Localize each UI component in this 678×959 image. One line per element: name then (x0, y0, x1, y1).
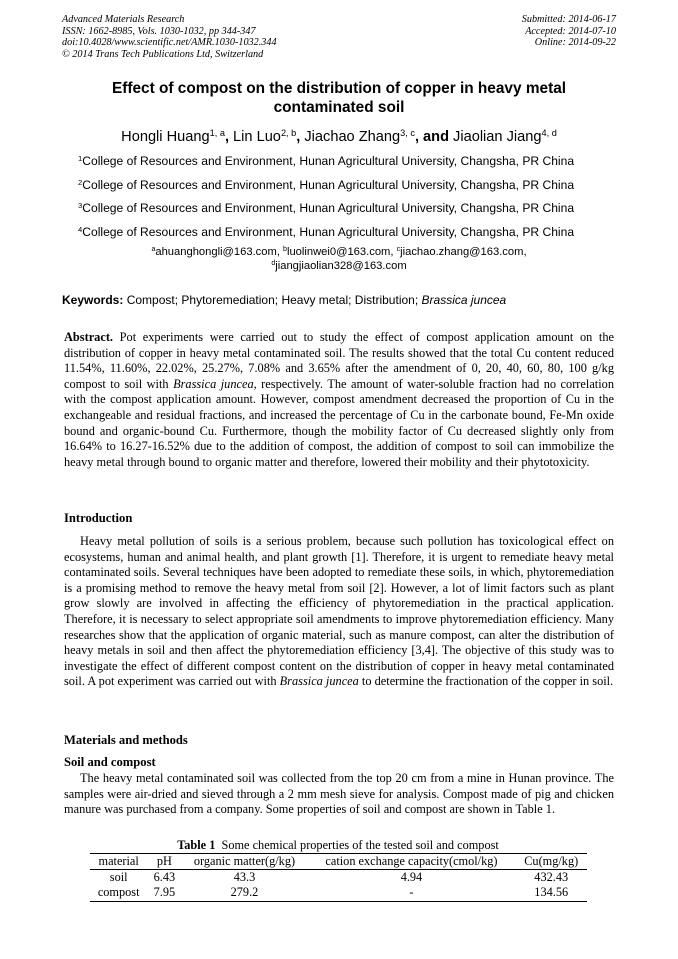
email-sup: b (283, 246, 287, 254)
keywords-text: Compost; Phytoremediation; Heavy metal; Distribution; (126, 293, 419, 307)
publication-dates (522, 14, 616, 49)
table-row (90, 885, 587, 901)
email-address: ahuanghongli@163.com (155, 246, 277, 258)
email-sep: , (276, 246, 284, 258)
paper-title (62, 80, 616, 117)
author-sup: 1, a (209, 127, 225, 138)
table-1 (88, 838, 588, 902)
author-sep: , (296, 129, 305, 145)
email-sup: c (396, 246, 401, 254)
keywords-label: Keywords: (62, 293, 124, 307)
affiliation-sup: 1 (78, 153, 83, 163)
table-cell: 134.56 (515, 885, 587, 901)
author-name: Hongli Huang (121, 129, 210, 145)
submitted-date: Submitted: 2014-06-17 (521, 14, 616, 25)
email-sep: , (523, 246, 527, 258)
table-caption-label: Table 1 (177, 838, 216, 852)
author-sup: 4, d (541, 127, 557, 138)
table-cell: - (308, 885, 516, 901)
issn-line: ISSN: 1662-8985, Vols. 1030-1032, pp 344-347 (62, 25, 256, 37)
author-list (62, 128, 616, 146)
abstract-paragraph (64, 330, 614, 470)
email-line (62, 259, 616, 273)
email-address: jiangjiaolian328@163.com (275, 260, 407, 272)
table-row (90, 870, 587, 886)
author-emails (62, 245, 616, 273)
intro-text: Heavy metal pollution of soils is a serious problem, because such pollution has toxicological effect on ecosystems, human and animal health, and plant growth [1]. Therefore, it is urgent to remediate heavy metal contaminated soils. Several techniques have been adopted to remediate these soils, in which, phytoremediation is a promising method to remove the heavy metal from soil [2]. However, a lot of limit factors such as plant grow slowly are involved in affecting the efficiency of phytoremediation in the practical application. Therefore, it is necessary to select appropriate soil amendments to improve phytoremediation efficiency. Many researches show that the application of organic material, such as manure compost, can alter the distribution of heavy metals in soil and then affect the phytoremediation efficiency [3,4]. The objective of this study was to investigate the effect of different compost content on the distribution of copper in heavy metal contaminated soil. A pot experiment was carried out with (64, 534, 614, 689)
email-sup: a (151, 246, 156, 254)
title-line: contaminated soil (273, 98, 405, 116)
table-header-cell: cation exchange capacity(cmol/kg) (308, 854, 516, 870)
journal-name: Advanced Materials Research (62, 14, 185, 25)
section-heading-materials-methods: Materials and methods (64, 733, 188, 747)
intro-species: Brassica juncea (279, 674, 359, 689)
intro-text: to determine the fractionation of the copper in soil. (358, 674, 614, 689)
table-caption (88, 838, 588, 853)
publication-info (62, 14, 277, 60)
properties-table (90, 853, 587, 902)
table-header-cell: Cu(mg/kg) (515, 854, 587, 870)
affiliation-item (78, 154, 618, 168)
table-header-cell: organic matter(g/kg) (181, 854, 307, 870)
table-cell: 279.2 (181, 885, 307, 901)
affiliation-text: College of Resources and Environment, Hunan Agricultural University, Changsha, PR China (82, 201, 575, 215)
soil-compost-paragraph: The heavy metal contaminated soil was collected from the top 20 cm from a mine in Hunan province. The samples were air-dried and sieved through a 2 mm mesh sieve for analysis. Compost made of pig and chicken manure was purchased from a company. Some properties of soil and compost are shown in Table 1. (64, 771, 614, 817)
author-sep: , and (414, 129, 454, 145)
author-sup: 3, c (400, 127, 415, 138)
table-cell: 43.3 (233, 870, 256, 885)
table-cell: 7.95 (147, 885, 181, 901)
author-sep: , (224, 129, 234, 145)
table-cell: 6.43 (153, 870, 176, 885)
affiliation-sup: 4 (78, 224, 83, 234)
email-sep: , (390, 246, 397, 258)
affiliation-sup: 3 (78, 200, 83, 210)
affiliation-item (78, 178, 618, 192)
email-line (62, 245, 616, 259)
table-caption-text: Some chemical properties of the tested soil and compost (215, 838, 499, 852)
affiliation-sup: 2 (78, 177, 83, 187)
author-name: Lin Luo (233, 129, 281, 145)
subsection-heading-soil-compost: Soil and compost (64, 755, 156, 769)
abstract-label: Abstract. (64, 330, 114, 344)
keywords-line (62, 293, 616, 307)
abstract-text: , respectively. The amount of water-soluble fraction had no correlation with the compost application amount. However, compost amendment decreased the proportion of Cu in the exchangeable and residual fractions, and increased the percentage of Cu in the carbonate bound, Fe-Mn oxide bound and organic-bound Cu. Furthermore, though the mobility factor of Cu decreased slightly only from 16.64% to 16.27-16.52% due to the addition of compost, the addition of compost to soil can immobilize the heavy metal through bound to organic matter and therefore, lowered their mobility and their phytotoxicity. (64, 376, 614, 469)
table-header-cell: pH (147, 854, 181, 870)
abstract-species: Brassica juncea (173, 376, 254, 391)
copyright-line: © 2014 Trans Tech Publications Ltd, Switzerland (62, 48, 264, 60)
doi-line: doi:10.4028/www.scientific.net/AMR.1030-1032.344 (62, 37, 277, 49)
author-sup: 2, b (280, 127, 297, 138)
table-header-cell: material (90, 854, 147, 870)
author-name: Jiaolian Jiang (453, 129, 542, 145)
abstract-text: Pot experiments were carried out to study the effect of compost application amount on the distribution of copper in heavy metal contaminated soil. The results showed that the total Cu content reduced 11.54%, 11.60%, 22.02%, 25.27%, 7.08% and 3.65% after the amendment of 0, 20, 40, 60, 80, 100 g/kg compost to soil with (64, 330, 614, 391)
affiliation-text: College of Resources and Environment, Hunan Agricultural University, Changsha, PR China (82, 154, 575, 168)
title-line: Effect of compost on the distribution of copper in heavy metal (111, 80, 567, 97)
table-cell: soil (109, 870, 128, 885)
affiliation-text: College of Resources and Environment, Hunan Agricultural University, Changsha, PR China (82, 224, 575, 239)
table-cell: 432.43 (534, 870, 569, 885)
affiliation-item (78, 225, 618, 239)
email-sup: d (271, 260, 276, 268)
affiliation-item (78, 201, 618, 215)
section-heading-introduction: Introduction (64, 511, 133, 525)
accepted-date: Accepted: 2014-07-10 (525, 25, 616, 37)
affiliation-text: College of Resources and Environment, Hunan Agricultural University, Changsha, PR China (82, 177, 575, 192)
table-cell: 4.94 (400, 870, 423, 885)
author-name: Jiachao Zhang (304, 129, 401, 145)
table-header-row (90, 854, 587, 870)
email-address: jiachao.zhang@163.com (400, 246, 524, 258)
introduction-paragraph (64, 534, 614, 690)
email-address: luolinwei0@163.com (286, 246, 391, 258)
online-date: Online: 2014-09-22 (534, 37, 616, 49)
keywords-italic: Brassica juncea (421, 293, 507, 307)
table-cell: compost (90, 885, 147, 901)
